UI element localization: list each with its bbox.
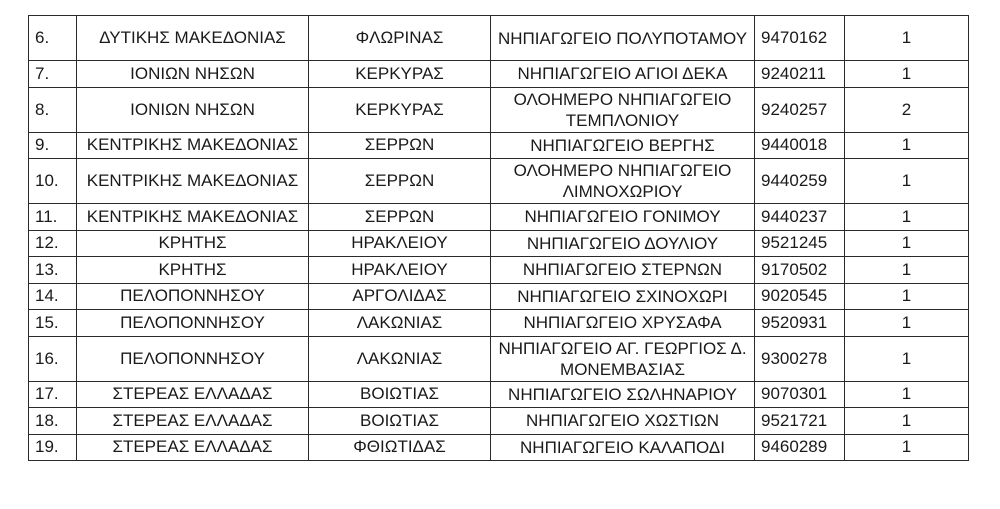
- positions-count-cell: 1: [845, 16, 969, 61]
- school-code-cell: 9300278: [755, 336, 845, 381]
- row-number-cell: 12.: [29, 230, 77, 257]
- school-name-cell: ΝΗΠΙΑΓΩΓΕΙΟ ΓΟΝΙΜΟΥ: [491, 204, 755, 231]
- row-number-cell: 8.: [29, 87, 77, 132]
- prefecture-cell: ΛΑΚΩΝΙΑΣ: [309, 336, 491, 381]
- school-code-cell: 9020545: [755, 283, 845, 310]
- school-name-cell: ΝΗΠΙΑΓΩΓΕΙΟ ΣΤΕΡΝΩΝ: [491, 257, 755, 284]
- region-cell: ΣΤΕΡΕΑΣ ΕΛΛΑΔΑΣ: [77, 381, 309, 408]
- positions-count-cell: 1: [845, 159, 969, 204]
- region-cell: ΚΡΗΤΗΣ: [77, 257, 309, 284]
- positions-count-cell: 1: [845, 132, 969, 159]
- row-number-cell: 19.: [29, 434, 77, 461]
- table-row: [29, 310, 969, 337]
- row-number-cell: 11.: [29, 204, 77, 231]
- prefecture-cell: ΒΟΙΩΤΙΑΣ: [309, 381, 491, 408]
- positions-count-cell: 1: [845, 257, 969, 284]
- positions-count-cell: 1: [845, 283, 969, 310]
- prefecture-cell: ΒΟΙΩΤΙΑΣ: [309, 408, 491, 435]
- region-cell: ΚΕΝΤΡΙΚΗΣ ΜΑΚΕΔΟΝΙΑΣ: [77, 132, 309, 159]
- row-number-cell: 10.: [29, 159, 77, 204]
- document-page: [28, 15, 968, 461]
- positions-count-cell: 1: [845, 381, 969, 408]
- positions-count-cell: 2: [845, 87, 969, 132]
- positions-count-cell: 1: [845, 310, 969, 337]
- positions-count-cell: 1: [845, 408, 969, 435]
- prefecture-cell: ΦΘΙΩΤΙΔΑΣ: [309, 434, 491, 461]
- table-row: [29, 283, 969, 310]
- school-name-cell: ΝΗΠΙΑΓΩΓΕΙΟ ΣΩΛΗΝΑΡΙΟΥ: [491, 381, 755, 408]
- region-cell: ΠΕΛΟΠΟΝΝΗΣΟΥ: [77, 283, 309, 310]
- school-code-cell: 9240257: [755, 87, 845, 132]
- region-cell: ΠΕΛΟΠΟΝΝΗΣΟΥ: [77, 336, 309, 381]
- row-number-cell: 9.: [29, 132, 77, 159]
- positions-count-cell: 1: [845, 230, 969, 257]
- region-cell: ΙΟΝΙΩΝ ΝΗΣΩΝ: [77, 61, 309, 88]
- table-row: [29, 434, 969, 461]
- school-name-cell: ΟΛΟΗΜΕΡΟ ΝΗΠΙΑΓΩΓΕΙΟ ΤΕΜΠΛΟΝΙΟΥ: [491, 87, 755, 132]
- school-name-cell: ΝΗΠΙΑΓΩΓΕΙΟ ΑΓ. ΓΕΩΡΓΙΟΣ Δ. ΜΟΝΕΜΒΑΣΙΑΣ: [491, 336, 755, 381]
- region-cell: ΠΕΛΟΠΟΝΝΗΣΟΥ: [77, 310, 309, 337]
- school-code-cell: 9440259: [755, 159, 845, 204]
- school-name-cell: ΝΗΠΙΑΓΩΓΕΙΟ ΒΕΡΓΗΣ: [491, 132, 755, 159]
- prefecture-cell: ΣΕΡΡΩΝ: [309, 204, 491, 231]
- school-code-cell: 9440018: [755, 132, 845, 159]
- table-row: [29, 132, 969, 159]
- prefecture-cell: ΚΕΡΚΥΡΑΣ: [309, 61, 491, 88]
- row-number-cell: 18.: [29, 408, 77, 435]
- prefecture-cell: ΦΛΩΡΙΝΑΣ: [309, 16, 491, 61]
- table-row: [29, 159, 969, 204]
- school-code-cell: 9170502: [755, 257, 845, 284]
- school-code-cell: 9460289: [755, 434, 845, 461]
- positions-count-cell: 1: [845, 336, 969, 381]
- school-name-cell: ΝΗΠΙΑΓΩΓΕΙΟ ΧΩΣΤΙΩΝ: [491, 408, 755, 435]
- table-row: [29, 87, 969, 132]
- row-number-cell: 16.: [29, 336, 77, 381]
- region-cell: ΔΥΤΙΚΗΣ ΜΑΚΕΔΟΝΙΑΣ: [77, 16, 309, 61]
- positions-count-cell: 1: [845, 204, 969, 231]
- school-code-cell: 9070301: [755, 381, 845, 408]
- prefecture-cell: ΛΑΚΩΝΙΑΣ: [309, 310, 491, 337]
- table-row: [29, 336, 969, 381]
- school-name-cell: ΝΗΠΙΑΓΩΓΕΙΟ ΣΧΙΝΟΧΩΡΙ: [491, 283, 755, 310]
- prefecture-cell: ΣΕΡΡΩΝ: [309, 132, 491, 159]
- table-row: [29, 16, 969, 61]
- school-name-cell: ΝΗΠΙΑΓΩΓΕΙΟ ΠΟΛΥΠΟΤΑΜΟΥ: [491, 16, 755, 61]
- prefecture-cell: ΗΡΑΚΛΕΙΟΥ: [309, 257, 491, 284]
- table-row: [29, 204, 969, 231]
- table-row: [29, 257, 969, 284]
- row-number-cell: 14.: [29, 283, 77, 310]
- positions-count-cell: 1: [845, 61, 969, 88]
- school-code-cell: 9440237: [755, 204, 845, 231]
- region-cell: ΙΟΝΙΩΝ ΝΗΣΩΝ: [77, 87, 309, 132]
- table-row: [29, 408, 969, 435]
- school-code-cell: 9521245: [755, 230, 845, 257]
- prefecture-cell: ΚΕΡΚΥΡΑΣ: [309, 87, 491, 132]
- school-name-cell: ΟΛΟΗΜΕΡΟ ΝΗΠΙΑΓΩΓΕΙΟ ΛΙΜΝΟΧΩΡΙΟΥ: [491, 159, 755, 204]
- school-name-cell: ΝΗΠΙΑΓΩΓΕΙΟ ΧΡΥΣΑΦΑ: [491, 310, 755, 337]
- row-number-cell: 7.: [29, 61, 77, 88]
- school-code-cell: 9520931: [755, 310, 845, 337]
- table-body: [29, 16, 969, 461]
- school-name-cell: ΝΗΠΙΑΓΩΓΕΙΟ ΚΑΛΑΠΟΔΙ: [491, 434, 755, 461]
- positions-count-cell: 1: [845, 434, 969, 461]
- table-row: [29, 381, 969, 408]
- school-code-cell: 9240211: [755, 61, 845, 88]
- school-name-cell: ΝΗΠΙΑΓΩΓΕΙΟ ΑΓΙΟΙ ΔΕΚΑ: [491, 61, 755, 88]
- school-code-cell: 9470162: [755, 16, 845, 61]
- prefecture-cell: ΣΕΡΡΩΝ: [309, 159, 491, 204]
- prefecture-cell: ΗΡΑΚΛΕΙΟΥ: [309, 230, 491, 257]
- row-number-cell: 15.: [29, 310, 77, 337]
- region-cell: ΚΡΗΤΗΣ: [77, 230, 309, 257]
- region-cell: ΚΕΝΤΡΙΚΗΣ ΜΑΚΕΔΟΝΙΑΣ: [77, 204, 309, 231]
- kindergarten-table: [28, 15, 969, 461]
- row-number-cell: 13.: [29, 257, 77, 284]
- school-name-cell: ΝΗΠΙΑΓΩΓΕΙΟ ΔΟΥΛΙΟΥ: [491, 230, 755, 257]
- table-row: [29, 230, 969, 257]
- region-cell: ΣΤΕΡΕΑΣ ΕΛΛΑΔΑΣ: [77, 434, 309, 461]
- table-row: [29, 61, 969, 88]
- row-number-cell: 6.: [29, 16, 77, 61]
- row-number-cell: 17.: [29, 381, 77, 408]
- region-cell: ΚΕΝΤΡΙΚΗΣ ΜΑΚΕΔΟΝΙΑΣ: [77, 159, 309, 204]
- region-cell: ΣΤΕΡΕΑΣ ΕΛΛΑΔΑΣ: [77, 408, 309, 435]
- school-code-cell: 9521721: [755, 408, 845, 435]
- prefecture-cell: ΑΡΓΟΛΙΔΑΣ: [309, 283, 491, 310]
